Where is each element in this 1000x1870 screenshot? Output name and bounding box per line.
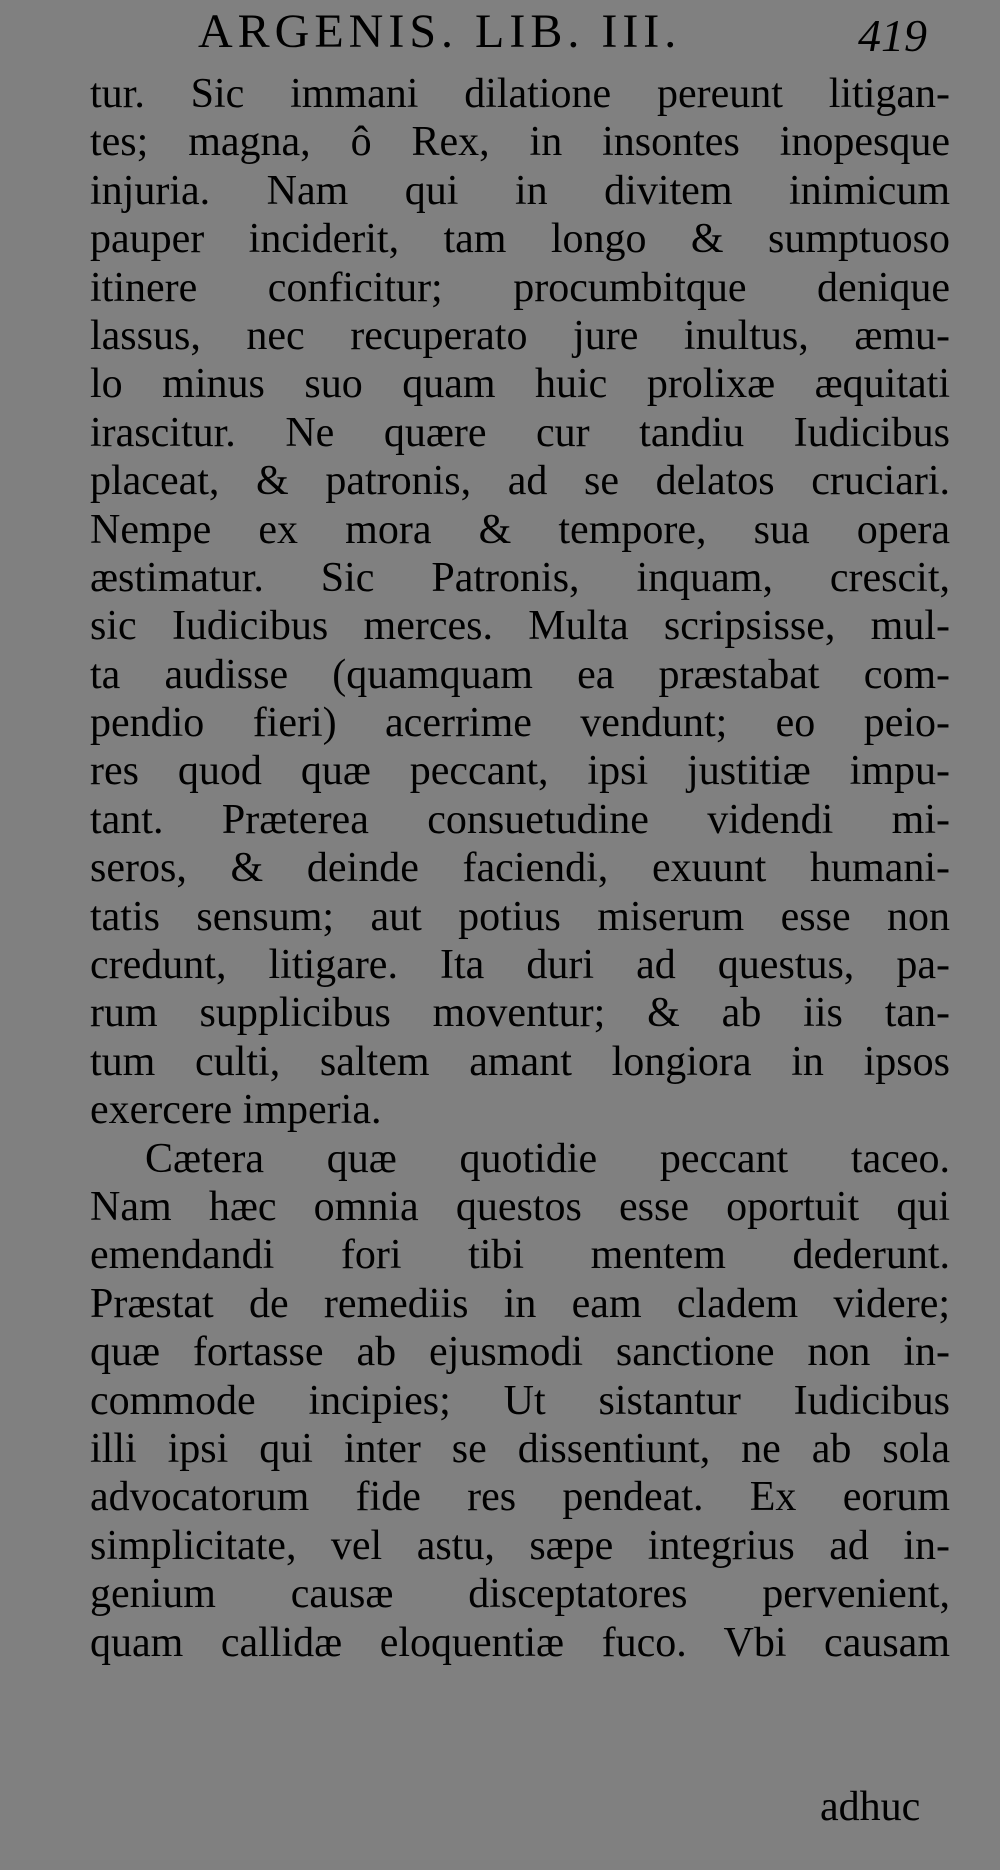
page-number: 419 — [858, 10, 927, 61]
text-line: pauper inciderit, tam longo & sumptuoso — [90, 216, 950, 263]
text-line: tes; magna, ô Rex, in insontes inopesque — [90, 119, 950, 166]
text-line: tant. Præterea consuetudine videndi mi- — [90, 796, 950, 843]
text-line: Præstat de remediis in eam cladem videre; — [90, 1280, 950, 1327]
text-line: simplicitate, vel astu, sæpe integrius ad in- — [90, 1522, 950, 1569]
text-line: genium causæ disceptatores pervenient, — [90, 1571, 950, 1618]
text-line: Nam hæc omnia questos esse oportuit qui — [90, 1183, 950, 1230]
text-line: quæ fortasse ab ejusmodi sanctione non in- — [90, 1329, 950, 1376]
text-line: lo minus suo quam huic prolixæ æquitati — [90, 361, 950, 408]
body-text — [90, 70, 950, 1667]
paragraph — [90, 1135, 950, 1667]
text-line: sic Iudicibus merces. Multa scripsisse, mul- — [90, 603, 950, 650]
text-line: æstimatur. Sic Patronis, inquam, crescit, — [90, 554, 950, 601]
paragraph — [90, 70, 950, 1135]
text-line: res quod quæ peccant, ipsi justitiæ impu- — [90, 748, 950, 795]
text-line: quam callidæ eloquentiæ fuco. Vbi causam — [90, 1619, 950, 1666]
text-line: injuria. Nam qui in divitem inimicum — [90, 167, 950, 214]
text-line: tur. Sic immani dilatione pereunt litigan- — [90, 71, 950, 117]
text-line: tatis sensum; aut potius miserum esse non — [90, 893, 950, 940]
text-line: pendio fieri) acerrime vendunt; eo peio- — [90, 700, 950, 747]
text-line: commode incipies; Ut sistantur Iudicibus — [90, 1377, 950, 1424]
text-line: ta audisse (quamquam ea præstabat com- — [90, 651, 950, 698]
page-header — [0, 2, 1000, 62]
running-title: ARGENIS. LIB. III. — [198, 5, 682, 58]
text-line: emendandi fori tibi mentem dederunt. — [90, 1232, 950, 1279]
text-line: credunt, litigare. Ita duri ad questus, pa- — [90, 942, 950, 989]
text-line: irascitur. Ne quære cur tandiu Iudicibus — [90, 409, 950, 456]
text-line: seros, & deinde faciendi, exuunt humani- — [90, 845, 950, 892]
text-line: itinere conficitur; procumbitque denique — [90, 264, 950, 311]
text-line: advocatorum fide res pendeat. Ex eorum — [90, 1474, 950, 1521]
text-line: illi ipsi qui inter se dissentiunt, ne ab sola — [90, 1425, 950, 1472]
text-line: exercere imperia. — [90, 1087, 382, 1134]
text-line: lassus, nec recuperato jure inultus, æmu- — [90, 312, 950, 359]
catchword: adhuc — [820, 1784, 921, 1830]
text-line: Cætera quæ quotidie peccant taceo. — [145, 1135, 950, 1182]
text-line: Nempe ex mora & tempore, sua opera — [90, 506, 950, 553]
text-line: placeat, & patronis, ad se delatos cruciari. — [90, 458, 950, 505]
text-line: tum culti, saltem amant longiora in ipsos — [90, 1038, 950, 1085]
text-line: rum supplicibus moventur; & ab iis tan- — [90, 990, 950, 1037]
